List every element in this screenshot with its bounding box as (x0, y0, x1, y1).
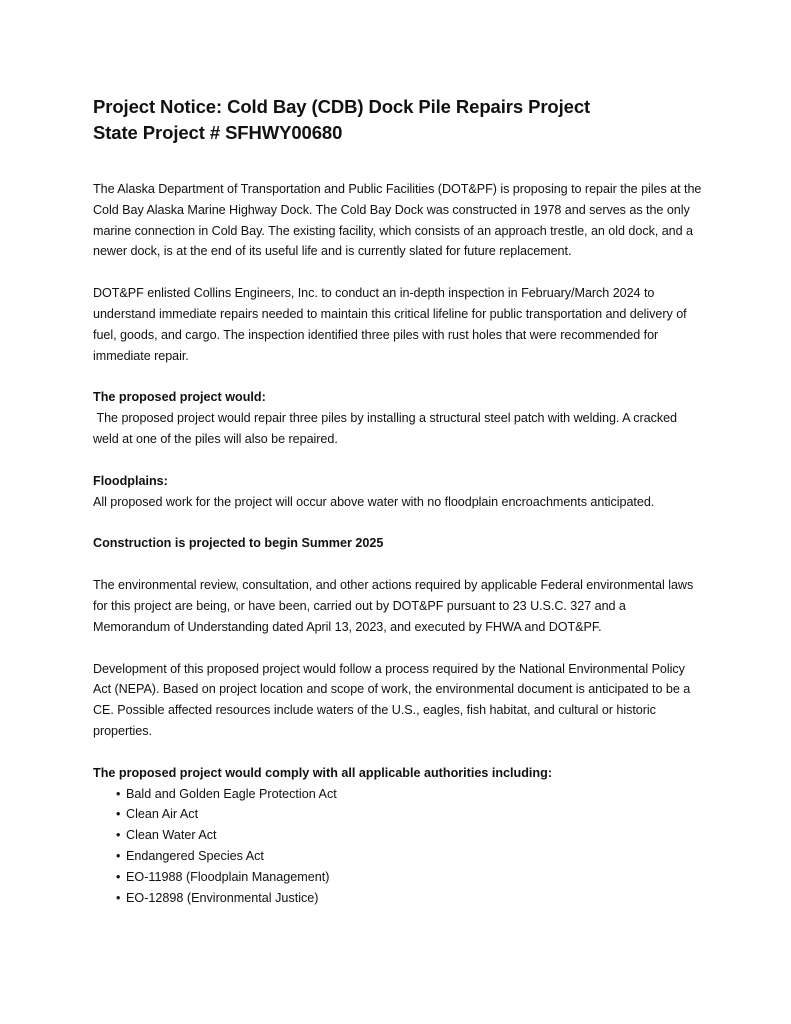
list-item (93, 804, 703, 825)
bullet-icon: • (116, 786, 121, 801)
floodplains-paragraph: All proposed work for the project will occur above water with no floodplain encroachments anticipated. (93, 494, 655, 509)
bullet-icon: • (116, 828, 121, 843)
list-item (93, 888, 703, 909)
list-item-text: EO-12898 (Environmental Justice) (126, 890, 319, 905)
list-item-text: Endangered Species Act (126, 848, 264, 863)
spacer (93, 742, 703, 763)
document-title (93, 94, 703, 146)
inspection-paragraph: DOT&PF enlisted Collins Engineers, Inc. to conduct an in-depth inspection in February/March 2024 to understand immediate repairs needed to maintain this critical lifeline for public transportation and delivery of fuel, goods, and cargo. The inspection identified three piles with rust holes that were recommended for immediate repair. (93, 286, 687, 363)
list-item (93, 867, 703, 888)
spacer (93, 366, 703, 387)
floodplains-heading: Floodplains: (93, 473, 168, 488)
spacer (93, 146, 703, 179)
title-line-1: Project Notice: Cold Bay (CDB) Dock Pile Repairs Project (93, 96, 591, 117)
bullet-icon: • (116, 869, 121, 884)
bullet-icon: • (116, 848, 121, 863)
intro-paragraph: The Alaska Department of Transportation and Public Facilities (DOT&PF) is proposing to repair the piles at the Cold Bay Alaska Marine Highway Dock. The Cold Bay Dock was constructed in 1978 and serves as the only marine connection in Cold Bay. The existing facility, which consists of an approach trestle, an old dock, and a newer dock, is at the end of its useful life and is currently slated for future replacement. (93, 182, 702, 259)
title-line-2: State Project # SFHWY00680 (93, 122, 343, 143)
document-page (93, 94, 703, 908)
list-item-text: EO-11988 (Floodplain Management) (126, 869, 330, 884)
spacer (93, 638, 703, 659)
list-item (93, 846, 703, 867)
list-item (93, 784, 703, 805)
spacer (93, 554, 703, 575)
authorities-heading: The proposed project would comply with all applicable authorities including: (93, 765, 553, 780)
construction-heading: Construction is projected to begin Summer 2025 (93, 536, 384, 551)
bullet-icon: • (116, 890, 121, 905)
list-item-text: Clean Water Act (126, 828, 217, 843)
bullet-icon: • (116, 807, 121, 822)
spacer (93, 262, 703, 283)
proposed-project-paragraph: The proposed project would repair three piles by installing a structural steel patch with welding. A cracked weld at one of the piles will also be repaired. (93, 411, 681, 446)
list-item-text: Bald and Golden Eagle Protection Act (126, 786, 337, 801)
spacer (93, 512, 703, 533)
proposed-project-heading: The proposed project would: (93, 390, 266, 405)
list-item (93, 825, 703, 846)
authorities-list (93, 784, 703, 909)
list-item-text: Clean Air Act (126, 807, 199, 822)
nepa-paragraph: Development of this proposed project would follow a process required by the National Environmental Policy Act (NEPA). Based on project location and scope of work, the environmental document is anticipated to be a CE. Possible affected resources include waters of the U.S., eagles, fish habitat, and cultural or historic properties. (93, 661, 691, 738)
spacer (93, 450, 703, 471)
environmental-paragraph: The environmental review, consultation, and other actions required by applicable Federal environmental laws for this project are being, or have been, carried out by DOT&PF pursuant to 23 U.S.C. 327 and a Memorandum of Understanding dated April 13, 2023, and executed by FHWA and DOT&PF. (93, 578, 694, 634)
